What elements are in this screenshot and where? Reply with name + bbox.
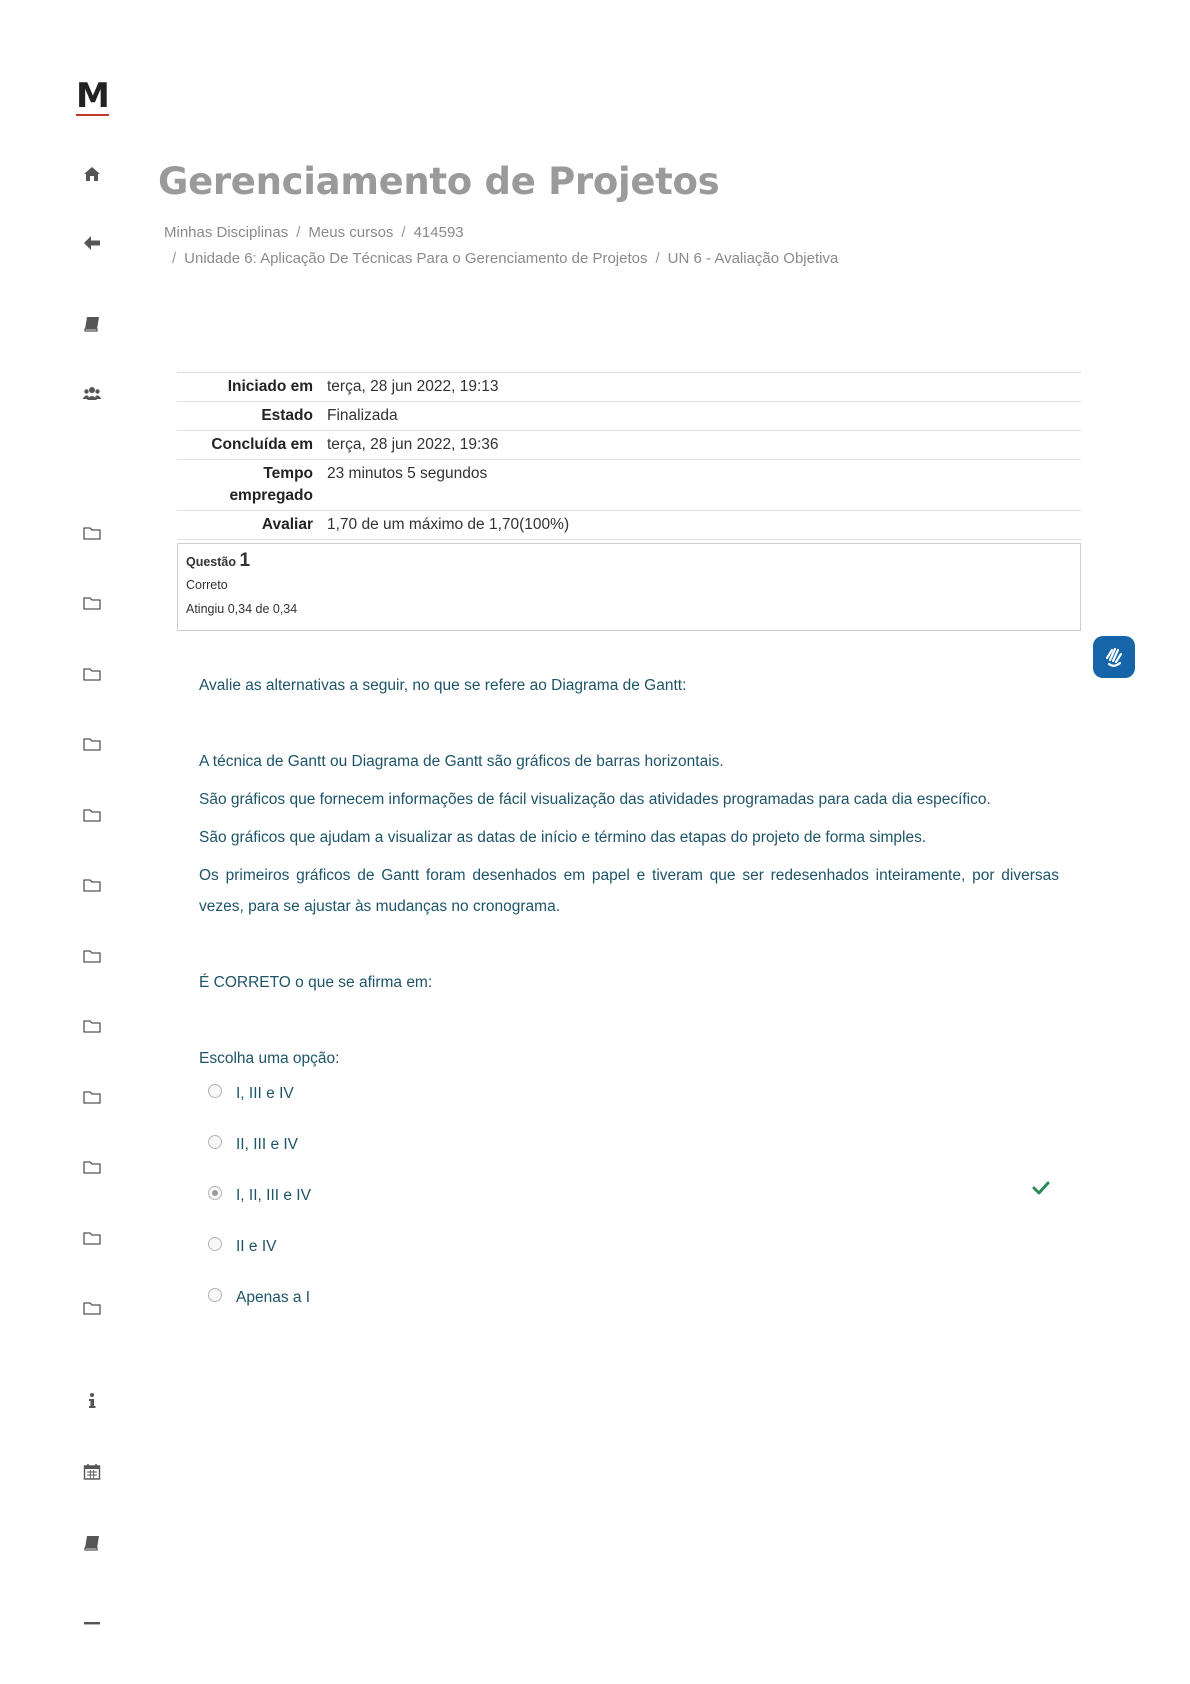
- question-intro: Avalie as alternativas a seguir, no que se refere ao Diagrama de Gantt:: [199, 677, 687, 694]
- book-icon[interactable]: [80, 312, 104, 336]
- breadcrumb-link[interactable]: 414593: [413, 224, 464, 241]
- answer-option[interactable]: [208, 1238, 277, 1256]
- folder-icon[interactable]: [80, 1155, 104, 1179]
- page-title: Gerenciamento de Projetos: [158, 160, 720, 203]
- breadcrumb-link[interactable]: Minhas Disciplinas: [164, 224, 289, 241]
- summary-label: Estado: [261, 407, 313, 424]
- radio-button[interactable]: [208, 1084, 222, 1098]
- folder-icon[interactable]: [80, 803, 104, 827]
- summary-label: Avaliar: [261, 516, 313, 533]
- folder-icon[interactable]: [80, 1085, 104, 1109]
- folder-icon[interactable]: [80, 591, 104, 615]
- radio-button-checked[interactable]: [208, 1186, 222, 1200]
- answer-option[interactable]: [208, 1085, 294, 1103]
- info-icon[interactable]: [80, 1389, 104, 1413]
- folder-icon[interactable]: [80, 662, 104, 686]
- summary-label: Iniciado em: [227, 378, 313, 395]
- summary-value: terça, 28 jun 2022, 19:36: [327, 436, 499, 453]
- radio-button[interactable]: [208, 1288, 222, 1302]
- answer-option[interactable]: [208, 1187, 311, 1205]
- home-icon[interactable]: [80, 162, 104, 186]
- minus-icon[interactable]: [80, 1611, 104, 1635]
- question-status: Correto: [186, 578, 228, 592]
- summary-value: 23 minutos 5 segundos: [327, 465, 488, 482]
- table-row: [177, 373, 1081, 402]
- table-row: [177, 511, 1081, 540]
- breadcrumb-link[interactable]: Unidade 6: Aplicação De Técnicas Para o Gerenciamento de Projetos: [184, 250, 648, 267]
- statement-2: São gráficos que fornecem informações de fácil visualização das atividades programadas para cada dia específico.: [199, 791, 991, 808]
- question-label: Questão: [186, 555, 237, 569]
- breadcrumb-separator: /: [172, 250, 177, 267]
- breadcrumb-link[interactable]: UN 6 - Avaliação Objetiva: [667, 250, 839, 267]
- breadcrumb-separator: /: [401, 224, 406, 241]
- summary-value: 1,70 de um máximo de 1,70(100%): [327, 516, 570, 533]
- summary-label: Concluída em: [211, 436, 313, 453]
- question-score: Atingiu 0,34 de 0,34: [186, 602, 298, 616]
- site-logo[interactable]: M: [76, 76, 109, 116]
- question-info-box: [177, 543, 1081, 631]
- folder-icon[interactable]: [80, 944, 104, 968]
- attempt-summary-table: [177, 372, 1081, 540]
- breadcrumb-separator: /: [296, 224, 301, 241]
- table-row: [177, 431, 1081, 460]
- answer-title: Escolha uma opção:: [199, 1050, 340, 1067]
- table-row: [177, 402, 1081, 431]
- folder-icon[interactable]: [80, 1226, 104, 1250]
- sign-language-icon: [1101, 644, 1127, 670]
- breadcrumb: [164, 220, 1064, 272]
- answer-option-label: II e IV: [236, 1238, 277, 1255]
- summary-label: Tempo empregado: [229, 465, 313, 504]
- answer-option[interactable]: [208, 1136, 298, 1154]
- answer-option-label: I, III e IV: [236, 1085, 294, 1102]
- answer-option-label: Apenas a I: [236, 1289, 311, 1306]
- answer-option-label: I, II, III e IV: [236, 1187, 311, 1204]
- summary-value: terça, 28 jun 2022, 19:13: [327, 378, 499, 395]
- table-row: [177, 460, 1081, 511]
- statement-3: São gráficos que ajudam a visualizar as datas de início e término das etapas do projeto de forma simples.: [199, 829, 927, 846]
- folder-icon[interactable]: [80, 521, 104, 545]
- question-number: [186, 550, 1072, 572]
- folder-icon[interactable]: [80, 1014, 104, 1038]
- statement-4: Os primeiros gráficos de Gantt foram desenhados em papel e tiveram que ser redesenhados inteiramente, por diversas vezes, para se ajustar às mudanças no cronograma.: [199, 867, 1059, 915]
- back-arrow-icon[interactable]: [80, 231, 104, 255]
- calendar-icon[interactable]: [80, 1460, 104, 1484]
- summary-value: Finalizada: [327, 407, 398, 424]
- folder-icon[interactable]: [80, 732, 104, 756]
- folder-icon[interactable]: [80, 1296, 104, 1320]
- radio-button[interactable]: [208, 1135, 222, 1149]
- users-icon[interactable]: [80, 382, 104, 406]
- breadcrumb-separator: /: [655, 250, 660, 267]
- book-icon[interactable]: [80, 1531, 104, 1555]
- answer-option-label: II, III e IV: [236, 1136, 299, 1153]
- check-icon: [1032, 1180, 1050, 1196]
- answer-option[interactable]: [208, 1289, 310, 1307]
- question-prompt: É CORRETO o que se afirma em:: [199, 974, 433, 991]
- statement-1: A técnica de Gantt ou Diagrama de Gantt são gráficos de barras horizontais.: [199, 753, 724, 770]
- question-number-value: 1: [239, 550, 251, 571]
- radio-button[interactable]: [208, 1237, 222, 1251]
- question-text: [199, 670, 1059, 998]
- accessibility-button[interactable]: [1093, 636, 1135, 678]
- breadcrumb-link[interactable]: Meus cursos: [308, 224, 394, 241]
- folder-icon[interactable]: [80, 873, 104, 897]
